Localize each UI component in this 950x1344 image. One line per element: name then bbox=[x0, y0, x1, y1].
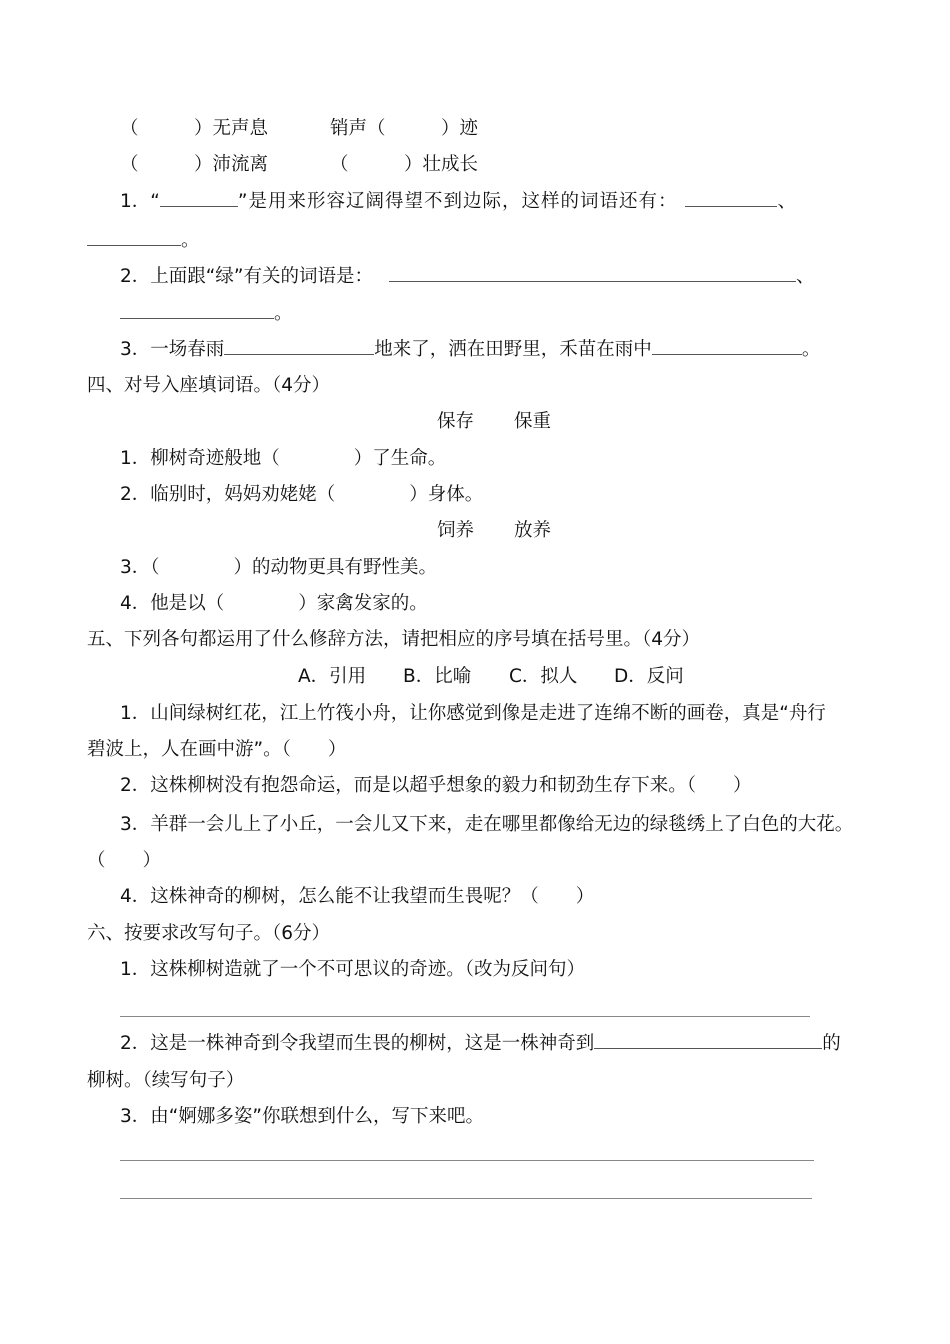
option-b: B．比喻 bbox=[403, 666, 472, 687]
question-number: 3． bbox=[120, 339, 151, 360]
section-5-item-1-cont: 碧波上，人在画中游”。（ ） bbox=[87, 739, 347, 760]
answer-blank[interactable] bbox=[160, 189, 238, 207]
option-d: D．反问 bbox=[614, 666, 684, 687]
question-1 bbox=[120, 189, 796, 215]
idiom-3: （ ）沛流离 bbox=[120, 154, 269, 175]
period: 。 bbox=[274, 303, 293, 324]
question-number: 2． bbox=[120, 266, 151, 287]
answer-blank[interactable] bbox=[652, 337, 802, 355]
period: 。 bbox=[801, 339, 821, 360]
section-6-title: 六、按要求改写句子。（6分） bbox=[87, 923, 331, 944]
question-number: 1． bbox=[120, 191, 151, 212]
option-c: C．拟人 bbox=[509, 666, 578, 687]
idiom-1: （ ）无声息 bbox=[120, 118, 269, 139]
question-1-cont bbox=[87, 228, 200, 254]
answer-blank[interactable] bbox=[389, 264, 796, 282]
section-5-item-2: 2．这株柳树没有抱怨命运，而是以超乎想象的毅力和韧劲生存下来。（ ） bbox=[120, 775, 752, 796]
section-4-item-1: 1．柳树奇迹般地（ ）了生命。 bbox=[120, 448, 447, 469]
question-text: 的 bbox=[822, 1033, 841, 1054]
answer-line[interactable] bbox=[120, 1016, 810, 1017]
section-5-item-3-cont: （ ） bbox=[87, 850, 162, 871]
section-6-item-1: 1．这株柳树造就了一个不可思议的奇迹。（改为反问句） bbox=[120, 959, 586, 980]
open-quote: “ bbox=[150, 191, 160, 212]
idiom-4: （ ）壮成长 bbox=[330, 154, 479, 175]
period: 。 bbox=[181, 230, 200, 251]
answer-blank[interactable] bbox=[87, 228, 181, 246]
word-choice-3: 饲养 bbox=[437, 520, 475, 541]
section-5-item-1: 1．山间绿树红花，江上竹筏小舟，让你感觉到像是走进了连绵不断的画卷，真是“舟行 bbox=[120, 703, 826, 724]
question-2 bbox=[120, 264, 814, 290]
separator: 、 bbox=[777, 191, 796, 212]
question-3 bbox=[120, 337, 820, 363]
idiom-2: 销声（ ）迹 bbox=[330, 118, 479, 139]
answer-blank[interactable] bbox=[120, 301, 274, 319]
question-text: 地来了，洒在田野里，禾苗在雨中 bbox=[374, 339, 652, 360]
section-4-item-3: 3．（ ）的动物更具有野性美。 bbox=[120, 557, 438, 578]
word-choice-1: 保存 bbox=[437, 411, 475, 432]
word-choice-4: 放养 bbox=[514, 520, 552, 541]
question-text: ”是用来形容辽阔得望不到边际，这样的词语还有： bbox=[237, 191, 678, 212]
question-text: 一场春雨 bbox=[150, 339, 225, 360]
section-4-item-4: 4．他是以（ ）家禽发家的。 bbox=[120, 593, 428, 614]
word-choice-2: 保重 bbox=[514, 411, 552, 432]
answer-blank[interactable] bbox=[685, 189, 777, 207]
answer-line[interactable] bbox=[120, 1160, 814, 1161]
separator: 、 bbox=[795, 266, 815, 287]
question-2-cont bbox=[120, 301, 293, 327]
question-text: 2．这是一株神奇到令我望而生畏的柳树，这是一株神奇到 bbox=[120, 1033, 595, 1054]
section-5-item-4: 4．这株神奇的柳树，怎么能不让我望而生畏呢？（ ） bbox=[120, 886, 595, 907]
section-4-item-2: 2．临别时，妈妈劝姥姥（ ）身体。 bbox=[120, 484, 484, 505]
section-4-title: 四、对号入座填词语。（4分） bbox=[87, 375, 331, 396]
answer-blank[interactable] bbox=[224, 337, 374, 355]
section-5-item-3: 3．羊群一会儿上了小丘，一会儿又下来，走在哪里都像给无边的绿毯绣上了白色的大花。 bbox=[120, 814, 854, 835]
section-5-title: 五、下列各句都运用了什么修辞方法，请把相应的序号填在括号里。（4分） bbox=[87, 629, 701, 650]
option-a: A．引用 bbox=[298, 666, 367, 687]
section-6-item-2 bbox=[120, 1031, 841, 1057]
answer-line[interactable] bbox=[120, 1198, 812, 1199]
section-6-item-3: 3．由“婀娜多姿”你联想到什么，写下来吧。 bbox=[120, 1106, 484, 1127]
section-6-item-2-cont: 柳树。（续写句子） bbox=[87, 1070, 245, 1091]
answer-blank[interactable] bbox=[594, 1031, 822, 1049]
question-text: 上面跟“绿”有关的词语是： bbox=[150, 266, 373, 287]
